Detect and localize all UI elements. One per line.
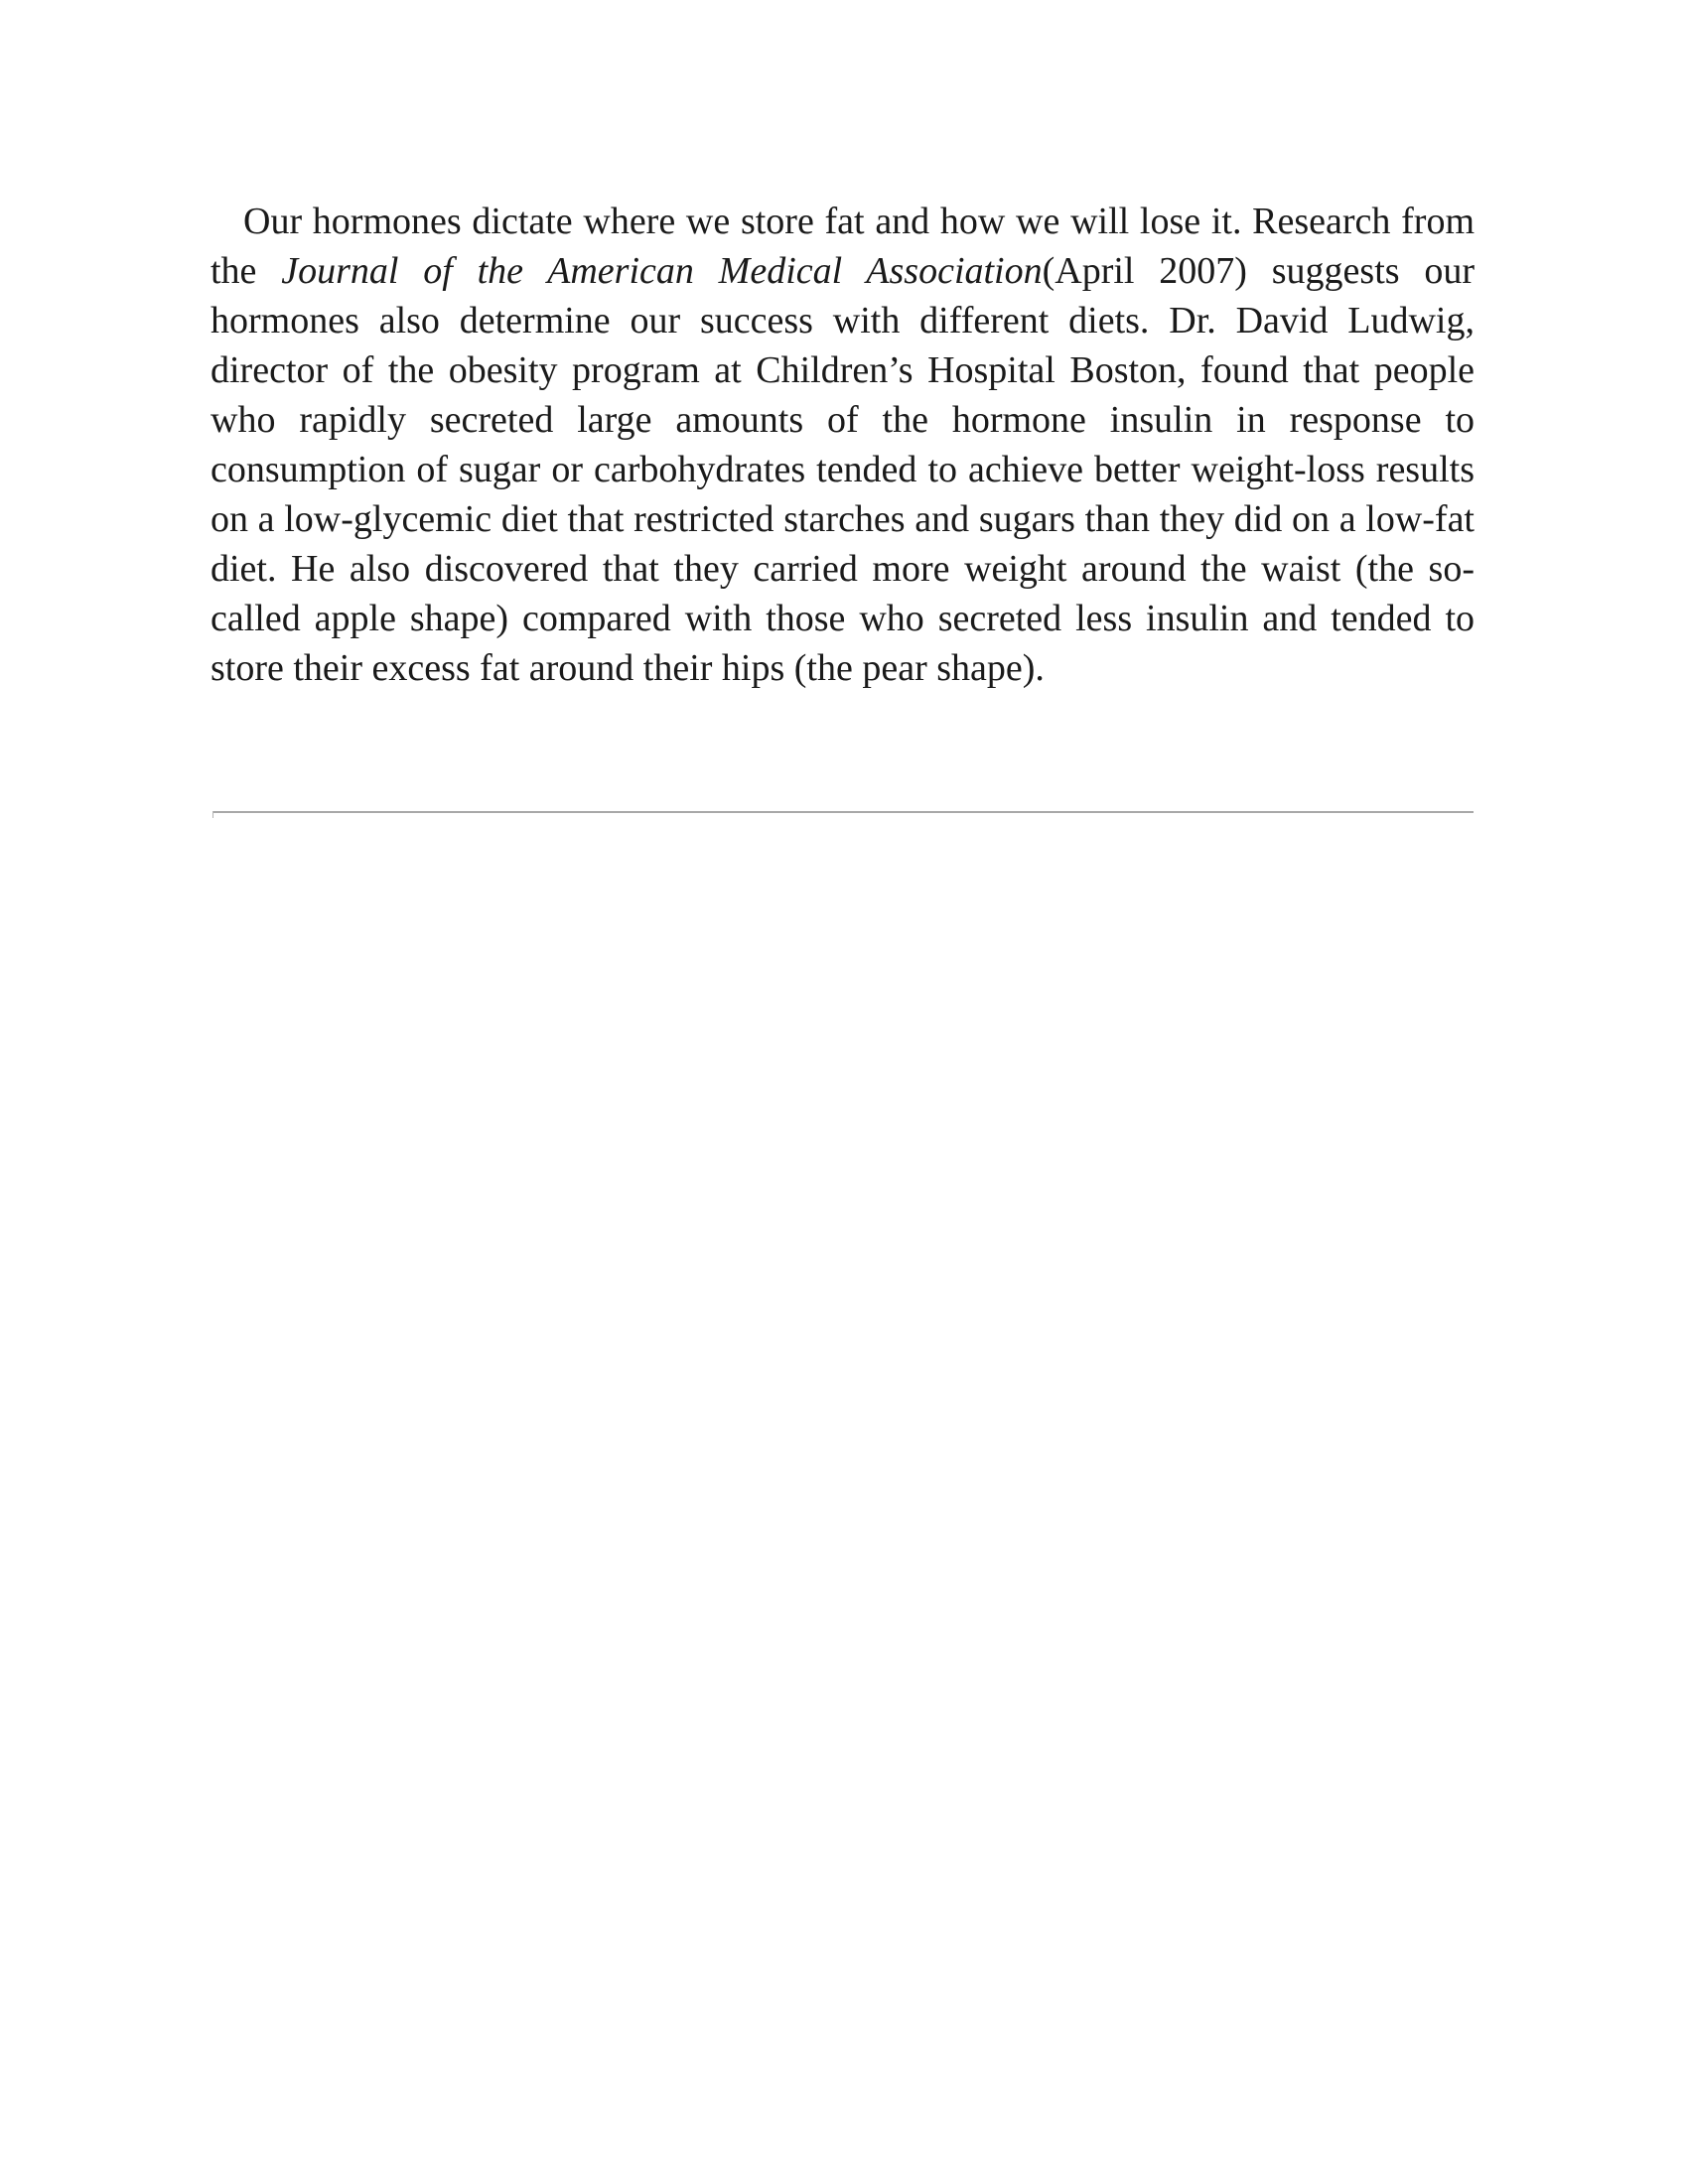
body-paragraph: [211, 197, 1475, 693]
journal-title: Journal of the American Medical Association: [281, 250, 1043, 292]
paragraph-text-end: (April 2007) suggests our hormones also determine our success with different diets. Dr. David Ludwig, director of the obesity program at Children’s Hospital Boston, found that people who rapidly secreted large amounts of the hormone insulin in response to consumption of sugar or carbohydrates tended to achieve better weight-loss results on a low-glycemic diet that restricted starches and sugars than they did on a low-fat diet. He also discovered that they carried more weight around the waist (the so-called apple shape) compared with those who secreted less insulin and tended to store their excess fat around their hips (the pear shape).: [211, 250, 1475, 689]
horizontal-rule: [212, 811, 1474, 813]
paragraph-text-start: Our hormones dictate where we store fat and how we will lose it. Research from the: [211, 201, 1475, 292]
horizontal-rule-tick: [212, 811, 213, 818]
